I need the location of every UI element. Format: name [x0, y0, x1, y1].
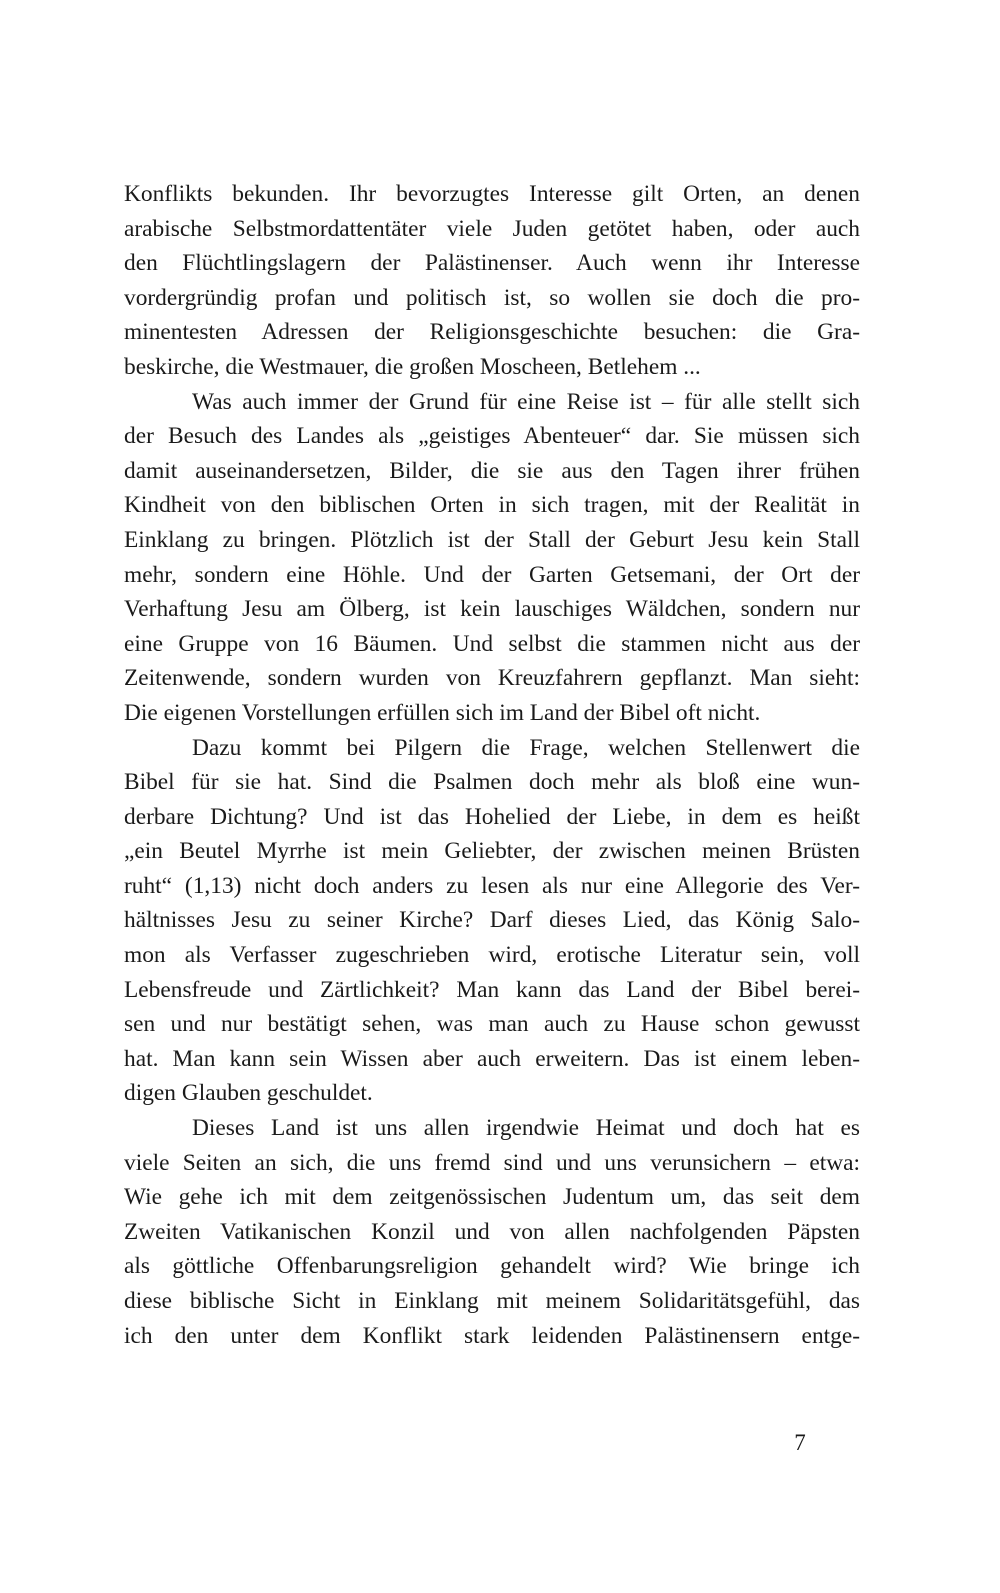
text-line: sen und nur bestätigt sehen, was man auch zu Hause schon gewusst — [124, 1011, 860, 1038]
text-line: den Flüchtlingslagern der Palästinenser. Auch wenn ihr Interesse — [124, 250, 860, 277]
page-number: 7 — [794, 1430, 806, 1455]
text-line: damit auseinandersetzen, Bilder, die sie aus den Tagen ihrer frühen — [124, 457, 860, 484]
text-line: derbare Dichtung? Und ist das Hohelied der Liebe, in dem es heißt — [124, 803, 860, 830]
text-line: arabische Selbstmordattentäter viele Juden getötet haben, oder auch — [124, 215, 860, 242]
text-line: minentesten Adressen der Religionsgeschichte besuchen: die Gra- — [124, 319, 860, 346]
body-text — [124, 177, 860, 1353]
text-line: Wie gehe ich mit dem zeitgenössischen Judentum um, das seit dem — [124, 1184, 860, 1211]
text-line: vordergründig profan und politisch ist, so wollen sie doch die pro- — [124, 284, 860, 311]
text-line: Konflikts bekunden. Ihr bevorzugtes Interesse gilt Orten, an denen — [124, 181, 860, 207]
text-line: Lebensfreude und Zärtlichkeit? Man kann das Land der Bibel berei- — [124, 976, 860, 1003]
text-line: diese biblische Sicht in Einklang mit meinem Solidaritätsgefühl, das — [124, 1288, 860, 1314]
text-line: ruht“ (1,13) nicht doch anders zu lesen als nur eine Allegorie des Ver- — [124, 872, 860, 899]
text-line: digen Glauben geschuldet. — [124, 1080, 373, 1107]
text-line: Kindheit von den biblischen Orten in sich tragen, mit der Realität in — [124, 492, 860, 519]
text-line: eine Gruppe von 16 Bäumen. Und selbst die stammen nicht aus der — [124, 630, 860, 657]
text-line: viele Seiten an sich, die uns fremd sind und uns verunsichern – etwa: — [124, 1149, 860, 1176]
text-line: Zeitenwende, sondern wurden von Kreuzfahrern gepflanzt. Man sieht: — [124, 665, 860, 692]
text-line: der Besuch des Landes als „geistiges Abenteuer“ dar. Sie müssen sich — [124, 423, 860, 450]
text-line: Was auch immer der Grund für eine Reise ist – für alle stellt sich — [192, 388, 860, 415]
text-line: Bibel für sie hat. Sind die Psalmen doch mehr als bloß eine wun- — [124, 769, 860, 796]
text-line: ich den unter dem Konflikt stark leidenden Palästinensern entge- — [124, 1322, 860, 1349]
text-line: Zweiten Vatikanischen Konzil und von allen nachfolgenden Päpsten — [124, 1218, 860, 1245]
text-line: beskirche, die Westmauer, die großen Moscheen, Betlehem ... — [124, 353, 701, 380]
text-line: hat. Man kann sein Wissen aber auch erweitern. Das ist einem leben- — [124, 1045, 860, 1072]
text-line: mon als Verfasser zugeschrieben wird, erotische Literatur sein, voll — [124, 942, 860, 969]
text-line: „ein Beutel Myrrhe ist mein Geliebter, der zwischen meinen Brüsten — [124, 838, 860, 865]
text-line: hältnisses Jesu zu seiner Kirche? Darf dieses Lied, das König Salo- — [124, 907, 860, 934]
text-line: mehr, sondern eine Höhle. Und der Garten Getsemani, der Ort der — [124, 561, 860, 588]
text-line: Einklang zu bringen. Plötzlich ist der Stall der Geburt Jesu kein Stall — [124, 526, 860, 553]
text-line: Die eigenen Vorstellungen erfüllen sich im Land der Bibel oft nicht. — [124, 699, 761, 726]
text-line: Dazu kommt bei Pilgern die Frage, welchen Stellenwert die — [192, 734, 860, 761]
text-line: Dieses Land ist uns allen irgendwie Heimat und doch hat es — [192, 1115, 860, 1142]
text-line: als göttliche Offenbarungsreligion gehandelt wird? Wie bringe ich — [124, 1253, 860, 1280]
text-line: Verhaftung Jesu am Ölberg, ist kein lauschiges Wäldchen, sondern nur — [124, 596, 860, 623]
